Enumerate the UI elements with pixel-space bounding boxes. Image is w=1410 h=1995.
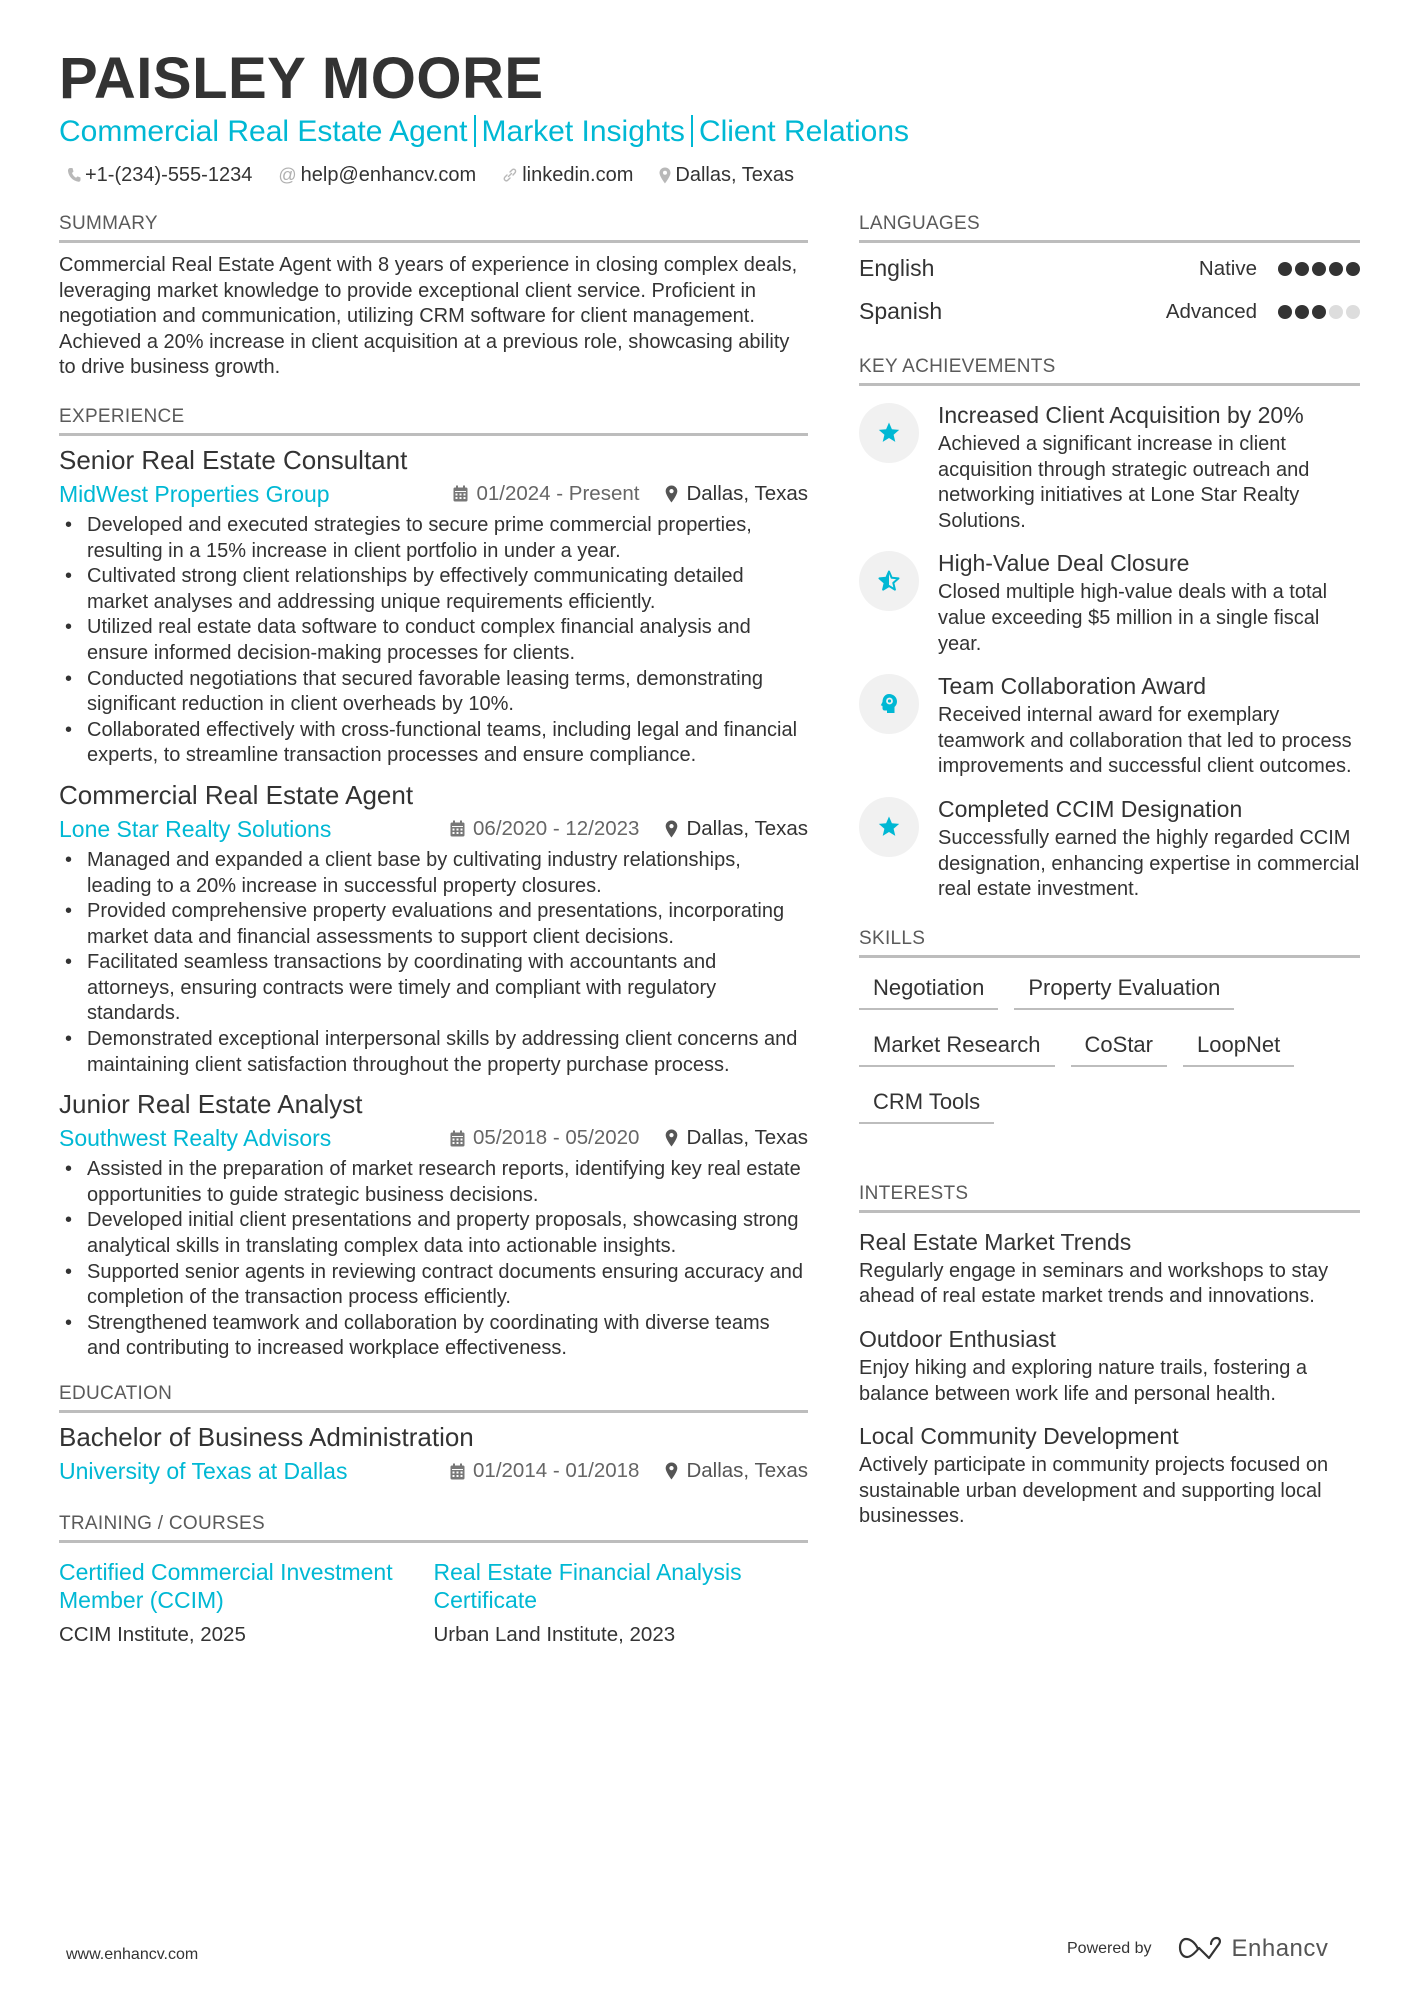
achievement-item xyxy=(859,548,1360,657)
dot-empty-icon xyxy=(1329,305,1343,319)
skill-tag: Negotiation xyxy=(859,968,998,1010)
achievement-title: Team Collaboration Award xyxy=(938,673,1207,700)
language-item xyxy=(859,247,1360,290)
achievement-body xyxy=(938,548,1360,657)
bullet-item: • Conducted negotiations that secured favorable leasing terms, demonstrating significant reduction in client overheads by 10%. xyxy=(59,667,808,718)
language-item xyxy=(859,290,1360,333)
job-bullets xyxy=(59,513,808,769)
map-pin-icon xyxy=(659,167,671,184)
map-pin-icon xyxy=(665,1129,678,1147)
contact-email[interactable] xyxy=(278,162,476,188)
dot-filled-icon xyxy=(1312,262,1326,276)
school-name: University of Texas at Dallas xyxy=(59,1458,348,1484)
job-dates xyxy=(450,1126,639,1150)
job-entry xyxy=(59,1088,808,1362)
left-column xyxy=(59,212,808,1648)
calendar-icon xyxy=(450,1463,465,1480)
job-bullets xyxy=(59,1157,808,1362)
job-meta-right xyxy=(450,1126,808,1150)
interests-section xyxy=(859,1182,1360,1530)
interest-item xyxy=(859,1324,1360,1407)
brand-name: Enhancv xyxy=(1231,1935,1329,1962)
job-meta xyxy=(59,1123,808,1153)
achievement-body xyxy=(938,400,1360,534)
education-location xyxy=(665,1459,808,1483)
bullet-item: • Assisted in the preparation of market research reports, identifying key real estate opportunities to guide strategic business decisions. xyxy=(59,1157,808,1208)
section-title: EDUCATION xyxy=(59,1383,173,1404)
job-location-text: Dallas, Texas xyxy=(686,1126,808,1150)
achievement-body xyxy=(938,671,1360,780)
contact-location xyxy=(659,162,794,188)
course-name: Certified Commercial Investment Member (CCIM) xyxy=(59,1559,393,1613)
language-name: English xyxy=(859,255,935,281)
course-list xyxy=(59,1559,808,1648)
education-location-text: Dallas, Texas xyxy=(686,1459,808,1482)
job-dates-text: 06/2020 - 12/2023 xyxy=(473,816,640,840)
headline-separator xyxy=(691,115,693,147)
email-text: help@enhancv.com xyxy=(300,164,477,186)
bullet-item: • Developed initial client presentations and property proposals, showcasing strong analytical skills in translating complex data into actionable insights. xyxy=(59,1208,808,1259)
star-half-icon xyxy=(859,551,919,611)
powered-by-label: Powered by xyxy=(1067,1940,1152,1957)
education-meta xyxy=(59,1456,808,1486)
course-org: CCIM Institute, 2025 xyxy=(59,1623,246,1646)
star-icon xyxy=(859,797,919,857)
enhancv-logo-icon xyxy=(1178,1936,1224,1962)
map-pin-icon xyxy=(665,1462,678,1480)
link-icon xyxy=(502,167,518,183)
resume-header xyxy=(59,46,1359,188)
achievement-title: High-Value Deal Closure xyxy=(938,550,1190,577)
bullet-item: • Facilitated seamless transactions by coordinating with accountants and attorneys, ensuring contracts were timely and compliant with regulatory standards. xyxy=(59,950,808,1027)
bullet-item: • Demonstrated exceptional interpersonal skills by addressing client concerns and maintaining client satisfaction throughout the property purchase process. xyxy=(59,1027,808,1078)
section-divider xyxy=(59,433,808,436)
language-proficiency xyxy=(1199,257,1360,281)
proficiency-dots xyxy=(1275,262,1360,276)
interest-title: Local Community Development xyxy=(859,1423,1179,1450)
job-dates-text: 01/2024 - Present xyxy=(476,481,640,505)
calendar-icon xyxy=(450,820,465,837)
job-location-text: Dallas, Texas xyxy=(686,816,808,840)
contact-bar xyxy=(59,162,1359,188)
achievement-desc: Received internal award for exemplary teamwork and collaboration that led to process improvements and successful client outcomes. xyxy=(938,704,1352,778)
achievement-item xyxy=(859,794,1360,903)
job-meta xyxy=(59,814,808,844)
right-column xyxy=(859,212,1360,1544)
interest-title: Real Estate Market Trends xyxy=(859,1228,1132,1255)
bullet-item: • Strengthened teamwork and collaboration by coordinating with diverse teams and contributing to increased workplace effectiveness. xyxy=(59,1311,808,1362)
section-title: SKILLS xyxy=(859,927,926,949)
job-dates xyxy=(453,482,639,506)
achievement-desc: Closed multiple high-value deals with a total value exceeding $5 million in a single fiscal year. xyxy=(938,581,1328,655)
contact-linkedin[interactable] xyxy=(502,162,633,188)
achievement-item xyxy=(859,400,1360,534)
section-divider xyxy=(59,1410,808,1413)
location-text: Dallas, Texas xyxy=(675,164,794,186)
bullet-item: • Cultivated strong client relationships by effectively communicating detailed market analyses and addressing unique requirements efficiently. xyxy=(59,564,808,615)
job-title: Senior Real Estate Consultant xyxy=(59,444,408,475)
job-dates xyxy=(450,817,639,841)
section-divider xyxy=(859,1210,1360,1213)
contact-phone[interactable] xyxy=(67,162,252,188)
headline-part: Client Relations xyxy=(698,115,910,148)
dot-empty-icon xyxy=(1346,305,1360,319)
interest-desc: Enjoy hiking and exploring nature trails, fostering a balance between work life and personal health. xyxy=(859,1356,1308,1405)
language-name: Spanish xyxy=(859,298,943,324)
language-level: Native xyxy=(1198,256,1257,280)
achievement-desc: Successfully earned the highly regarded CCIM designation, enhancing expertise in commercial real estate investment. xyxy=(938,826,1360,901)
section-title: KEY ACHIEVEMENTS xyxy=(859,356,1056,377)
course-item xyxy=(434,1559,809,1648)
section-divider xyxy=(859,955,1360,958)
achievement-desc: Achieved a significant increase in client acquisition through strategic outreach and networking initiatives at Lone Star Realty Solutions. xyxy=(938,433,1310,532)
language-level: Advanced xyxy=(1165,299,1257,323)
section-title: SUMMARY xyxy=(59,213,158,234)
interest-item xyxy=(859,1421,1360,1530)
skill-tag: Property Evaluation xyxy=(1014,968,1234,1010)
interest-item xyxy=(859,1227,1360,1310)
education-entry xyxy=(59,1421,808,1486)
job-meta-right xyxy=(453,482,808,506)
achievement-item xyxy=(859,671,1360,780)
dot-filled-icon xyxy=(1346,262,1360,276)
section-divider xyxy=(859,240,1360,243)
headline xyxy=(59,114,1359,150)
section-title: TRAINING / COURSES xyxy=(59,1513,265,1534)
head-idea-icon xyxy=(859,674,919,734)
section-divider xyxy=(59,1540,808,1543)
company-name: MidWest Properties Group xyxy=(59,480,330,507)
section-title: INTERESTS xyxy=(859,1182,969,1204)
dot-filled-icon xyxy=(1312,305,1326,319)
dot-filled-icon xyxy=(1295,262,1309,276)
job-location xyxy=(665,482,808,506)
dot-filled-icon xyxy=(1278,305,1292,319)
interest-desc: Actively participate in community projects focused on sustainable urban development and supporting local businesses. xyxy=(859,1454,1329,1528)
interest-desc: Regularly engage in seminars and workshops to stay ahead of real estate market trends and innovations. xyxy=(859,1259,1329,1308)
skill-list xyxy=(859,968,1360,1139)
proficiency-dots xyxy=(1275,305,1360,319)
headline-part: Commercial Real Estate Agent xyxy=(59,115,468,148)
job-entry xyxy=(59,444,808,769)
star-icon xyxy=(859,403,919,463)
skill-tag: CRM Tools xyxy=(859,1082,994,1124)
bullet-item: • Developed and executed strategies to secure prime commercial properties, resulting in a 15% increase in client portfolio in under a year. xyxy=(59,513,808,564)
footer-branding xyxy=(1067,1935,1328,1963)
training-section xyxy=(59,1512,808,1648)
map-pin-icon xyxy=(665,485,678,503)
languages-section xyxy=(859,212,1360,333)
dot-filled-icon xyxy=(1295,305,1309,319)
experience-section xyxy=(59,405,808,1362)
bullet-item: • Collaborated effectively with cross-functional teams, including legal and financial experts, to streamline transaction processes and ensure compliance. xyxy=(59,718,808,769)
section-divider xyxy=(59,240,808,243)
education-section xyxy=(59,1382,808,1486)
job-meta xyxy=(59,479,808,509)
job-location xyxy=(665,817,808,841)
education-dates-text: 01/2014 - 01/2018 xyxy=(473,1459,640,1482)
job-entry xyxy=(59,779,808,1078)
course-item xyxy=(59,1559,434,1648)
interest-title: Outdoor Enthusiast xyxy=(859,1325,1056,1352)
bullet-item: • Managed and expanded a client base by cultivating industry relationships, leading to a 20% increase in successful property closures. xyxy=(59,848,808,899)
skill-tag: LoopNet xyxy=(1183,1025,1294,1067)
education-meta-right xyxy=(450,1459,808,1483)
course-name: Real Estate Financial Analysis Certificate xyxy=(433,1559,742,1613)
achievement-body xyxy=(938,794,1360,903)
calendar-icon xyxy=(450,1130,465,1147)
job-dates-text: 05/2018 - 05/2020 xyxy=(473,1126,640,1150)
degree: Bachelor of Business Administration xyxy=(59,1422,474,1452)
job-location xyxy=(665,1126,808,1150)
map-pin-icon xyxy=(665,820,678,838)
phone-text: +1-(234)-555-1234 xyxy=(85,164,253,186)
course-org: Urban Land Institute, 2023 xyxy=(433,1623,676,1646)
language-proficiency xyxy=(1166,300,1360,324)
job-bullets xyxy=(59,848,808,1078)
at-icon: @ xyxy=(278,165,297,185)
job-location-text: Dallas, Texas xyxy=(686,481,808,505)
company-name: Southwest Realty Advisors xyxy=(59,1125,332,1152)
headline-separator xyxy=(474,115,476,147)
achievement-title: Completed CCIM Designation xyxy=(938,795,1243,822)
skill-tag: CoStar xyxy=(1071,1025,1167,1067)
job-meta-right xyxy=(450,817,808,841)
skills-section xyxy=(859,927,1360,1139)
company-name: Lone Star Realty Solutions xyxy=(59,815,332,842)
job-title: Commercial Real Estate Agent xyxy=(59,779,414,810)
achievement-title: Increased Client Acquisition by 20% xyxy=(938,402,1304,428)
dot-filled-icon xyxy=(1329,262,1343,276)
section-title: LANGUAGES xyxy=(859,213,980,234)
linkedin-text: linkedin.com xyxy=(522,164,634,186)
job-title: Junior Real Estate Analyst xyxy=(59,1089,363,1120)
calendar-icon xyxy=(453,485,468,502)
bullet-item: • Supported senior agents in reviewing contract documents ensuring accuracy and completion of the transaction process efficiently. xyxy=(59,1260,808,1311)
skill-tag: Market Research xyxy=(859,1025,1055,1067)
achievements-section xyxy=(859,355,1360,903)
footer-website-link[interactable]: www.enhancv.com xyxy=(66,1946,199,1963)
bullet-item: • Utilized real estate data software to conduct complex financial analysis and ensure informed decision-making processes for clients. xyxy=(59,615,808,666)
section-title: EXPERIENCE xyxy=(59,405,185,427)
education-dates xyxy=(450,1459,639,1483)
summary-section xyxy=(59,212,808,381)
dot-filled-icon xyxy=(1278,262,1292,276)
candidate-name: PAISLEY MOORE xyxy=(59,46,544,111)
summary-text: Commercial Real Estate Agent with 8 years of experience in closing complex deals, leveraging market knowledge to provide exceptional client service. Proficient in negotiation and communication, utilizing CRM software for client management. Achieved a 20% increase in client acquisition at a previous role, showcasing ability to drive business growth. xyxy=(59,254,798,379)
bullet-item: • Provided comprehensive property evaluations and presentations, incorporating market data and financial assessments to support client decisions. xyxy=(59,899,808,950)
headline-part: Market Insights xyxy=(481,115,685,148)
phone-icon xyxy=(67,167,81,183)
section-divider xyxy=(859,383,1360,386)
